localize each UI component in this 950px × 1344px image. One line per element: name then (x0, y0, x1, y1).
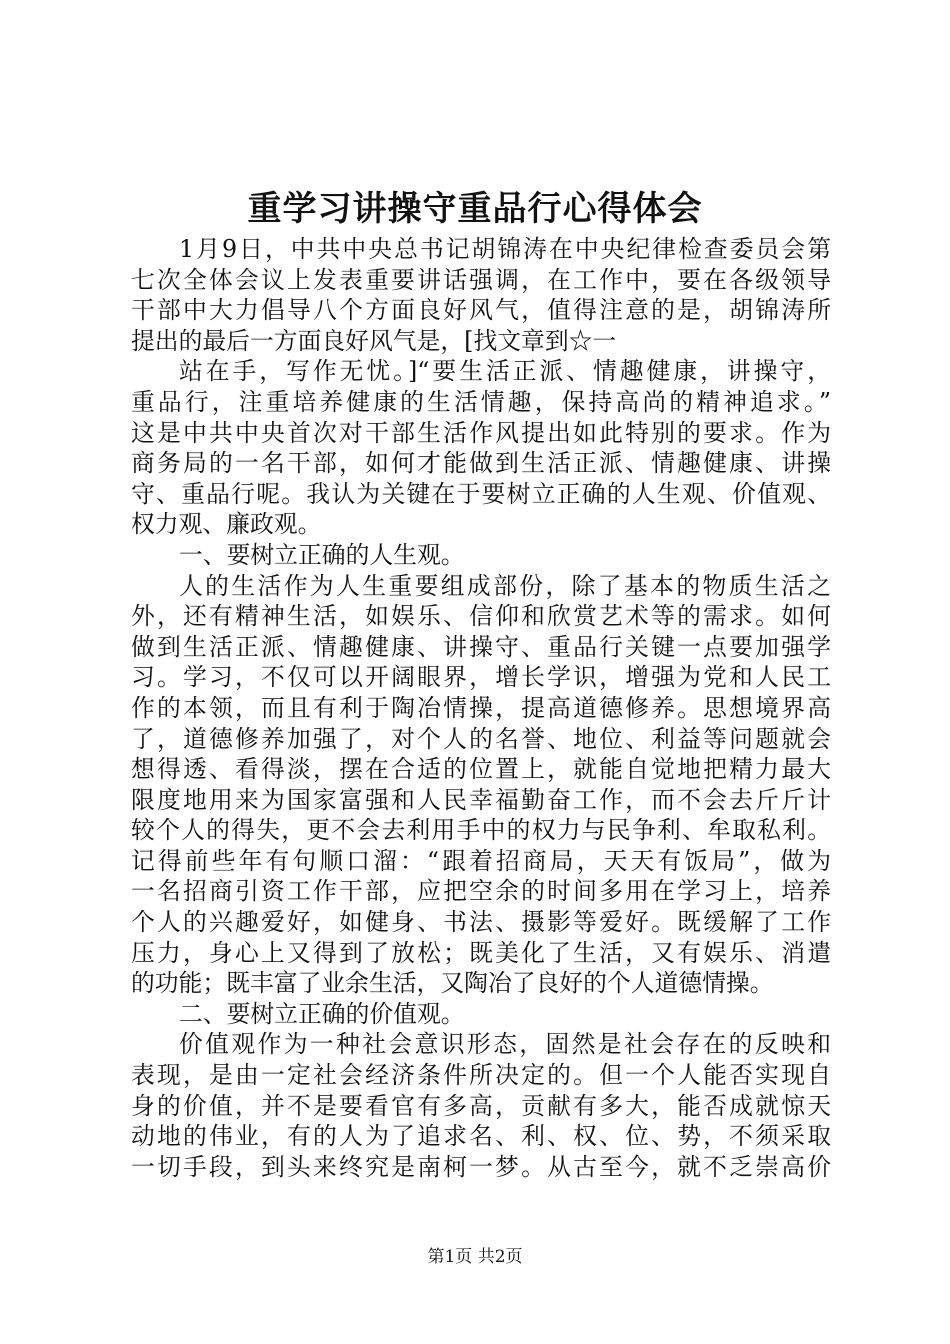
paragraph-line: 表现，是由一定社会经济条件所决定的。但一个人能否实现自 (131, 1061, 831, 1090)
page-footer: 第1页 共2页 (427, 1247, 523, 1267)
section-heading: 一、要树立正确的人生观。 (179, 540, 465, 569)
paragraph-line: 压力，身心上又得到了放松；既美化了生活，又有娱乐、消遣 (131, 938, 831, 967)
paragraph-line: 了，道德修养加强了，对个人的名誉、地位、利益等问题就会 (131, 724, 831, 753)
paragraph-line: 身的价值，并不是要看官有多高，贡献有多大，能否成就惊天 (131, 1091, 831, 1120)
paragraph-line: 记得前些年有句顺口溜：“跟着招商局，天天有饭局”，做为 (131, 846, 831, 875)
paragraph-line: 商务局的一名干部，如何才能做到生活正派、情趣健康、讲操 (131, 449, 831, 478)
paragraph-line: 七次全体会议上发表重要讲话强调，在工作中，要在各级领导 (131, 265, 831, 294)
paragraph-line: 想得透、看得淡，摆在合适的位置上，就能自觉地把精力最大 (131, 755, 831, 784)
paragraph-line: 外，还有精神生活，如娱乐、信仰和欣赏艺术等的需求。如何 (131, 602, 831, 631)
paragraph-line: 限度地用来为国家富强和人民幸福勤奋工作，而不会去斤斤计 (131, 785, 831, 814)
paragraph-line: 作的本领，而且有利于陶冶情操，提高道德修养。思想境界高 (131, 693, 831, 722)
paragraph-line: 价值观作为一种社会意识形态，固然是社会存在的反映和 (179, 1030, 831, 1059)
paragraph-line: 1月9日，中共中央总书记胡锦涛在中央纪律检查委员会第 (179, 235, 831, 263)
paragraph-line: 的功能；既丰富了业余生活，又陶冶了良好的个人道德情操。 (131, 969, 774, 998)
paragraph-line: 人的生活作为人生重要组成部份，除了基本的物质生活之 (179, 571, 831, 600)
paragraph-line: 做到生活正派、情趣健康、讲操守、重品行关键一点要加强学 (131, 632, 831, 661)
paragraph-line: 个人的兴趣爱好，如健身、书法、摄影等爱好。既缓解了工作 (131, 908, 831, 937)
paragraph-line: 较个人的得失，更不会去利用手中的权力与民争利、牟取私利。 (131, 816, 831, 845)
paragraph-line: 一切手段，到头来终究是南柯一梦。从古至今，就不乏崇高价 (131, 1152, 831, 1181)
document-title: 重学习讲操守重品行心得体会 (247, 189, 703, 229)
section-heading: 二、要树立正确的价值观。 (179, 999, 465, 1028)
paragraph-line: 权力观、廉政观。 (131, 510, 322, 539)
paragraph-line: 这是中共中央首次对干部生活作风提出如此特别的要求。作为 (131, 418, 831, 447)
paragraph-line: 站在手，写作无忧。]“要生活正派、情趣健康，讲操守， (179, 357, 831, 386)
paragraph-line: 守、重品行呢。我认为关键在于要树立正确的人生观、价值观、 (131, 479, 831, 508)
paragraph-line: 干部中大力倡导八个方面良好风气，值得注意的是，胡锦涛所 (131, 296, 831, 325)
paragraph-line: 重品行，注重培养健康的生活情趣，保持高尚的精神追求。” (131, 387, 831, 416)
paragraph-line: 提出的最后一方面良好风气是，[找文章到☆一 (131, 326, 617, 355)
document-body (131, 234, 831, 1182)
paragraph-line: 习。学习，不仅可以开阔眼界，增长学识，增强为党和人民工 (131, 663, 831, 692)
paragraph-line: 动地的伟业，有的人为了追求名、利、权、位、势，不须采取 (131, 1122, 831, 1151)
paragraph-line: 一名招商引资工作干部，应把空余的时间多用在学习上，培养 (131, 877, 831, 906)
